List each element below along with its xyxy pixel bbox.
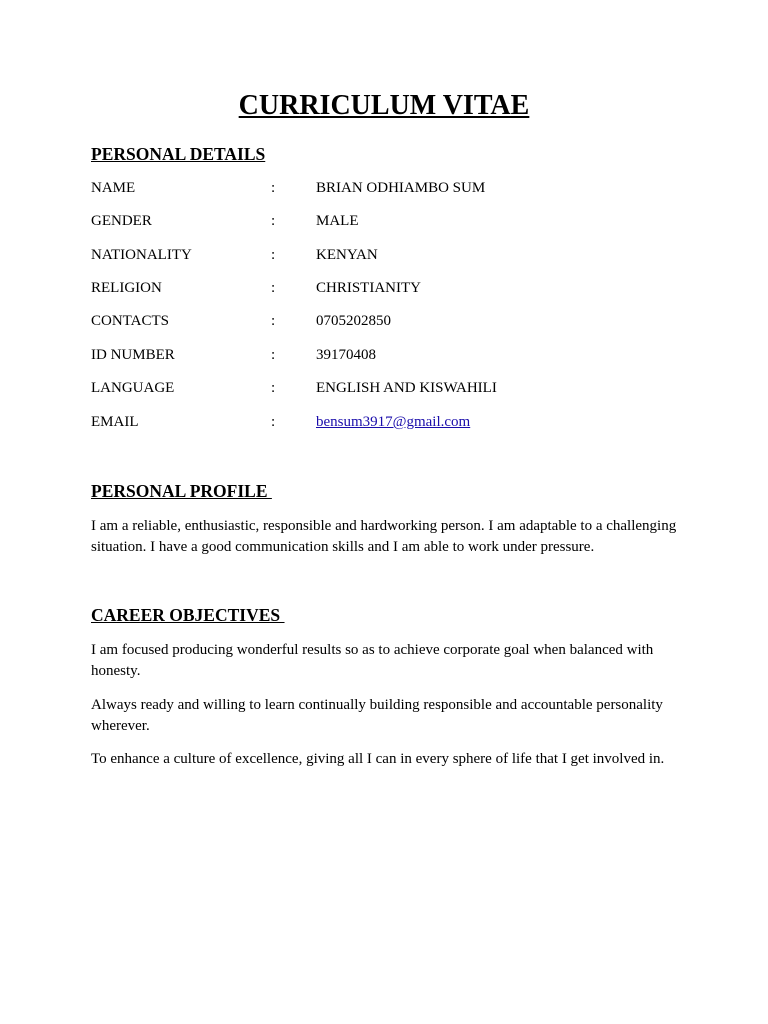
detail-separator: :: [271, 313, 276, 329]
detail-value: MALE: [316, 213, 359, 229]
career-objectives-heading: CAREER OBJECTIVES: [91, 605, 285, 625]
detail-row-nationality: [91, 247, 691, 267]
detail-separator: :: [271, 414, 276, 430]
detail-label: CONTACTS: [91, 313, 169, 329]
detail-label: GENDER: [91, 213, 152, 229]
detail-separator: :: [271, 213, 276, 229]
career-objective-paragraph: To enhance a culture of excellence, giving all I can in every sphere of life that I get involved in.: [91, 751, 665, 767]
detail-value: [316, 414, 470, 431]
detail-separator: :: [271, 280, 276, 296]
email-link[interactable]: bensum3917@gmail.com: [316, 414, 471, 430]
detail-separator: :: [271, 180, 276, 196]
detail-separator: :: [271, 347, 276, 363]
detail-value: KENYAN: [316, 247, 378, 263]
detail-row-religion: [91, 280, 691, 300]
detail-label: RELIGION: [91, 280, 162, 296]
detail-separator: :: [271, 247, 276, 263]
detail-row-email: [91, 414, 691, 434]
personal-profile-heading: PERSONAL PROFILE: [91, 481, 272, 501]
detail-row-name: [91, 180, 691, 200]
career-objective-paragraph: Always ready and willing to learn continually building responsible and accountable personality wherever.: [91, 697, 663, 734]
detail-value: 39170408: [316, 347, 376, 363]
detail-label: NATIONALITY: [91, 247, 192, 263]
detail-row-id-number: [91, 347, 691, 367]
detail-value: CHRISTIANITY: [316, 280, 421, 296]
personal-profile-text: I am a reliable, enthusiastic, responsible and hardworking person. I am adaptable to a challenging situation. I have a good communication skills and I am able to work under pressure.: [91, 518, 677, 555]
detail-value: BRIAN ODHIAMBO SUM: [316, 180, 486, 196]
career-objective-paragraph: I am focused producing wonderful results so as to achieve corporate goal when balanced with honesty.: [91, 642, 654, 679]
personal-details-heading: PERSONAL DETAILS: [91, 144, 266, 164]
detail-row-language: [91, 380, 691, 400]
detail-row-gender: [91, 213, 691, 233]
detail-label: ID NUMBER: [91, 347, 175, 363]
detail-separator: :: [271, 380, 276, 396]
document-title: CURRICULUM VITAE: [238, 90, 530, 121]
detail-label: LANGUAGE: [91, 380, 175, 396]
detail-label: EMAIL: [91, 414, 139, 430]
detail-row-contacts: [91, 313, 691, 333]
detail-label: NAME: [91, 180, 136, 196]
detail-value: ENGLISH AND KISWAHILI: [316, 380, 497, 396]
detail-value: 0705202850: [316, 313, 391, 329]
